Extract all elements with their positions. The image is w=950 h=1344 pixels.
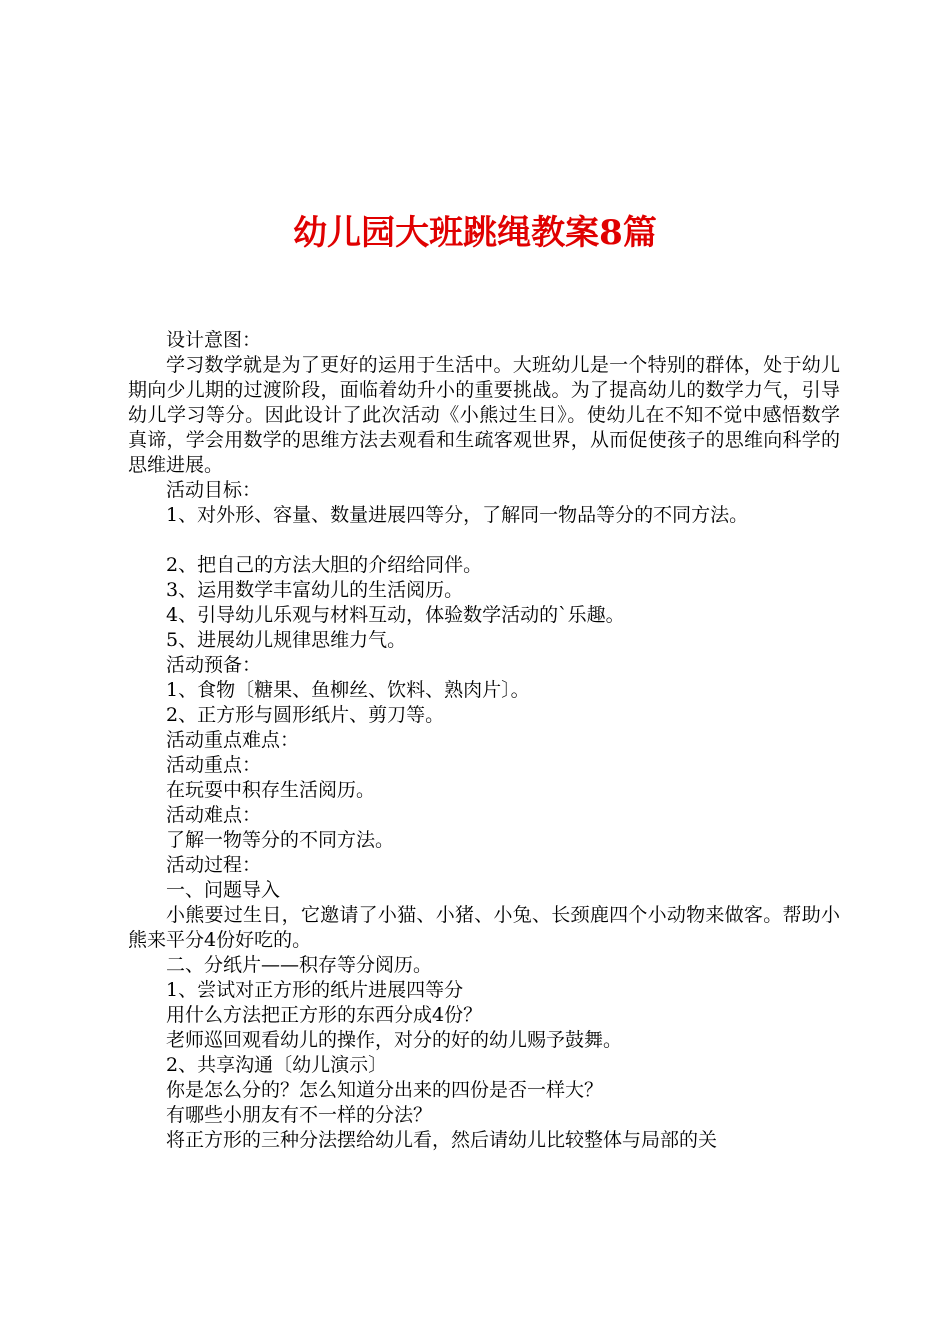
paragraph: 用什么方法把正方形的东西分成4份？: [166, 1004, 483, 1026]
paragraph: 设计意图：: [166, 329, 262, 351]
paragraph: 2、把自己的方法大胆的介绍给同伴。: [166, 554, 483, 576]
paragraph: 4、引导幼儿乐观与材料互动，体验数学活动的`乐趣。: [166, 604, 625, 626]
paragraph: 活动重点：: [166, 754, 262, 776]
paragraph: 你是怎么分的？怎么知道分出来的四份是否一样大？: [166, 1079, 604, 1101]
paragraph: 活动目标：: [166, 479, 262, 501]
paragraph: 一、问题导入: [166, 879, 281, 901]
paragraph: 活动难点：: [166, 804, 262, 826]
paragraph: 1、对外形、容量、数量进展四等分，了解同一物品等分的不同方法。: [166, 504, 749, 526]
paragraph: 将正方形的三种分法摆给幼儿看，然后请幼儿比较整体与局部的关: [166, 1129, 718, 1151]
paragraph: 学习数学就是为了更好的运用于生活中。大班幼儿是一个特别的群体，处于幼儿期向少儿期的过渡阶段，面临着幼升小的重要挑战。为了提高幼儿的数学力气，引导幼儿学习等分。因此设计了此次活动《小熊过生日》。使幼儿在不知不觉中感悟数学真谛，学会用数学的思维方法去观看和生疏客观世界，从而促使孩子的思维向科学的思维进展。: [128, 354, 840, 476]
paragraph: 二、分纸片——积存等分阅历。: [166, 954, 433, 976]
paragraph: 活动过程：: [166, 854, 262, 876]
paragraph: 有哪些小朋友有不一样的分法？: [166, 1104, 433, 1126]
paragraph: 3、运用数学丰富幼儿的生活阅历。: [166, 579, 464, 601]
paragraph: 活动重点难点：: [166, 729, 300, 751]
paragraph: 2、正方形与圆形纸片、剪刀等。: [166, 704, 445, 726]
paragraph: 了解一物等分的不同方法。: [166, 829, 395, 851]
paragraph: 2、共享沟通〔幼儿演示〕: [166, 1054, 388, 1076]
page-title: 幼儿园大班跳绳教案8篇: [293, 213, 657, 253]
paragraph: 小熊要过生日，它邀请了小猫、小猪、小兔、长颈鹿四个小动物来做客。帮助小熊来平分4份好吃的。: [128, 904, 840, 951]
paragraph: 1、食物〔糖果、鱼柳丝、饮料、熟肉片〕。: [166, 679, 530, 701]
paragraph: 1、尝试对正方形的纸片进展四等分: [166, 979, 464, 1001]
paragraph: 活动预备：: [166, 654, 262, 676]
paragraph: 老师巡回观看幼儿的操作，对分的好的幼儿赐予鼓舞。: [166, 1029, 623, 1051]
paragraph: 在玩耍中积存生活阅历。: [166, 779, 376, 801]
paragraph: 5、进展幼儿规律思维力气。: [166, 629, 407, 651]
document-body: [128, 328, 840, 1153]
